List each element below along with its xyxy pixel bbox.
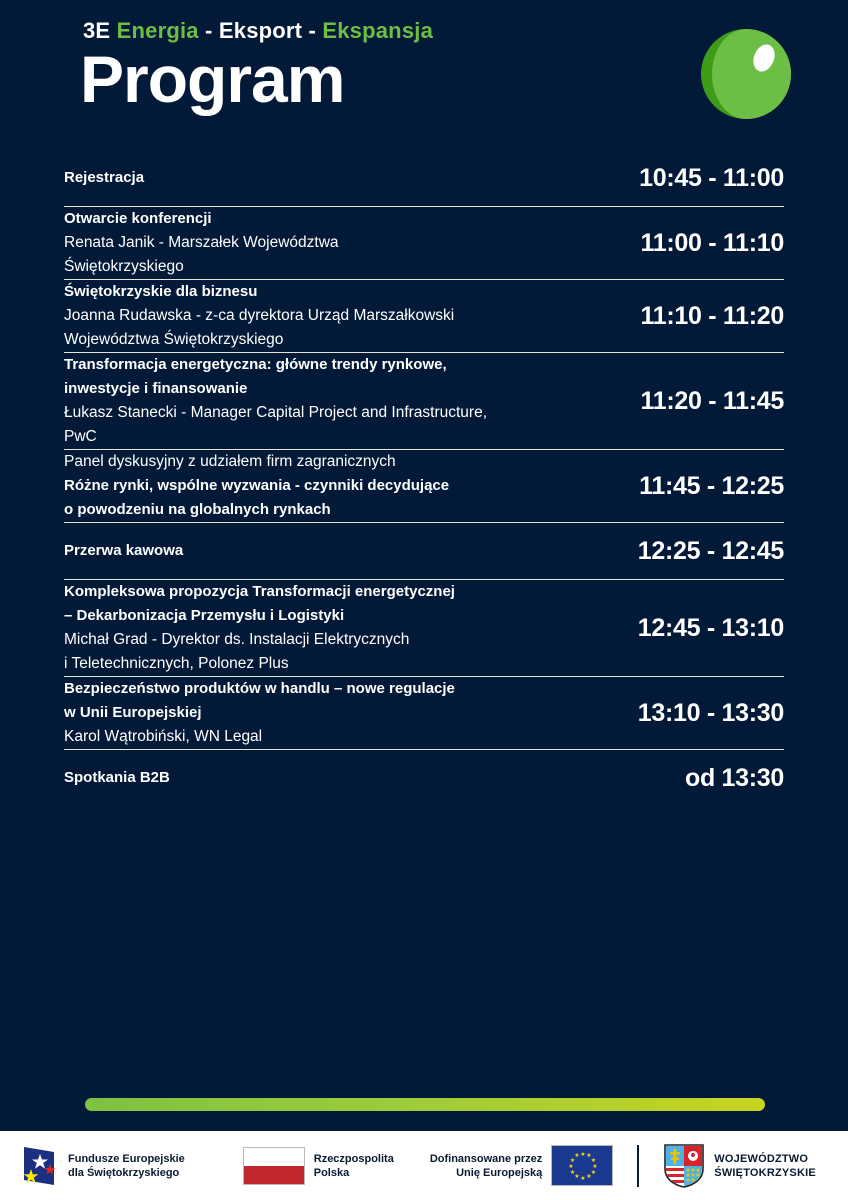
poster-header (0, 0, 848, 150)
program-row-description (64, 353, 596, 449)
rzeczpospolita-line-1: Rzeczpospolita (313, 1152, 394, 1165)
dofinansowanie-label (430, 1152, 542, 1180)
program-row (0, 280, 848, 352)
program-row-description (64, 539, 596, 563)
eu-star-icon: ★ (586, 1153, 592, 1160)
program-row-time: 13:10 - 13:30 (637, 698, 784, 727)
program-row-detail-line: Łukasz Stanecki - Manager Capital Project and Infrastructure, (64, 404, 488, 421)
funding-footer (0, 1131, 848, 1200)
program-row (0, 580, 848, 676)
program-row-time: od 13:30 (684, 763, 784, 792)
program-row-time: 11:20 - 11:45 (640, 386, 784, 415)
eu-star-icon: ★ (590, 1169, 597, 1176)
kicker-part-1: Energia (116, 18, 199, 43)
program-schedule (0, 150, 848, 806)
program-row-description (64, 766, 596, 790)
program-row (0, 750, 848, 806)
program-row-detail-line: Województwa Świętokrzyskiego (64, 331, 284, 348)
footer-dofinansowane-ue (430, 1145, 613, 1186)
program-row-time: 11:10 - 11:20 (640, 301, 784, 330)
program-row-description (64, 450, 596, 522)
program-row-detail-line: PwC (64, 428, 97, 445)
eu-star-icon: ★ (580, 1175, 586, 1182)
program-row-detail-line: Renata Janik - Marszałek Województwa (64, 234, 339, 251)
program-row (0, 207, 848, 279)
dofinansowanie-line-2: Unię Europejską (456, 1166, 543, 1179)
green-sphere-logo (700, 28, 792, 120)
program-row-title-line: – Dekarbonizacja Przemysłu i Logistyki (64, 607, 345, 624)
program-row (0, 677, 848, 749)
program-row-detail-line: Joanna Rudawska - z-ca dyrektora Urząd Marszałkowski (64, 307, 455, 324)
eu-star-icon: ★ (574, 1173, 580, 1180)
program-row-time: 12:45 - 13:10 (637, 613, 784, 642)
program-row-title-line: Spotkania B2B (64, 769, 170, 786)
program-row-title-line: Różne rynki, wspólne wyzwania - czynniki decydujące (64, 477, 450, 494)
footer-rzeczpospolita-polska (243, 1147, 394, 1185)
rzeczpospolita-line-2: Polska (313, 1166, 350, 1179)
kicker-part-5: Ekspansja (322, 18, 433, 43)
wojewodztwo-line-1: WOJEWÓDZTWO (714, 1152, 809, 1165)
footer-divider (637, 1145, 639, 1187)
program-row-time: 11:00 - 11:10 (640, 228, 784, 257)
program-row-title-line: Bezpieczeństwo produktów w handlu – nowe regulacje (64, 680, 455, 697)
eu-star-icon: ★ (568, 1163, 574, 1170)
program-row (0, 450, 848, 522)
event-kicker (83, 18, 433, 44)
eu-star-icon: ★ (592, 1163, 598, 1170)
eu-star-icon: ★ (574, 1153, 580, 1160)
program-row (0, 150, 848, 206)
program-row-detail-line: i Teletechnicznych, Polonez Plus (64, 655, 289, 672)
program-row (0, 523, 848, 579)
eu-star-icon: ★ (569, 1157, 576, 1164)
rzeczpospolita-label (314, 1152, 394, 1180)
kicker-part-4: - (308, 18, 317, 43)
program-row-time: 11:45 - 12:25 (639, 471, 784, 500)
program-row-time: 12:25 - 12:45 (637, 536, 784, 565)
program-row (0, 353, 848, 449)
wojewodztwo-label (714, 1152, 816, 1180)
flag-stripe-white (244, 1148, 304, 1166)
program-row-title-line: Transformacja energetyczna: główne trendy rynkowe, (64, 356, 447, 373)
program-row-title-line: Rejestracja (64, 169, 145, 186)
program-row-title-line: Otwarcie konferencji (64, 210, 212, 227)
eu-star-icon: ★ (590, 1157, 597, 1164)
footer-fundusze-europejskie (16, 1143, 185, 1189)
eu-flag-icon (551, 1145, 613, 1186)
program-row-description (64, 207, 596, 279)
kicker-part-3: Eksport (218, 18, 303, 43)
page-title: Program (80, 42, 345, 116)
program-row-detail-line: Świętokrzyskiego (64, 258, 184, 275)
program-row-title-line: Świętokrzyskie dla biznesu (64, 283, 258, 300)
kicker-part-0: 3E (83, 18, 111, 43)
eu-star-icon: ★ (569, 1169, 576, 1176)
fundusze-line-1: Fundusze Europejskie (68, 1152, 185, 1165)
eu-star-icon: ★ (586, 1173, 592, 1180)
program-row-time: 10:45 - 11:00 (639, 163, 784, 192)
footer-wojewodztwo-swietokrzyskie (663, 1143, 816, 1189)
fundusze-europejskie-label (68, 1152, 185, 1180)
flag-stripe-red (244, 1166, 304, 1184)
program-row-title-line: o powodzeniu na globalnych rynkach (64, 501, 331, 518)
fundusze-europejskie-logo (16, 1143, 60, 1189)
program-row-description (64, 677, 596, 749)
program-row-title-line: Kompleksowa propozycja Transformacji energetycznej (64, 583, 455, 600)
eu-star-icon: ★ (580, 1151, 586, 1158)
program-row-detail-line: Michał Grad - Dyrektor ds. Instalacji Elektrycznych (64, 631, 410, 648)
program-row-title-line: w Unii Europejskiej (64, 704, 202, 721)
wojewodztwo-line-2: ŚWIĘTOKRZYSKIE (714, 1166, 816, 1179)
program-row-description (64, 280, 596, 352)
program-row-title-line: inwestycje i finansowanie (64, 380, 248, 397)
program-row-detail-line: Karol Wątrobiński, WN Legal (64, 728, 263, 745)
green-accent-bar (85, 1098, 765, 1111)
program-row-detail-line: Panel dyskusyjny z udziałem firm zagranicznych (64, 453, 396, 470)
program-row-title-line: Przerwa kawowa (64, 542, 184, 559)
swietokrzyskie-coat-of-arms (663, 1143, 705, 1189)
dofinansowanie-line-1: Dofinansowane przez (429, 1152, 543, 1165)
program-row-description (64, 166, 596, 190)
poland-flag-icon (243, 1147, 305, 1185)
kicker-part-2: - (205, 18, 213, 43)
fundusze-line-2: dla Świętokrzyskiego (68, 1166, 180, 1179)
program-row-description (64, 580, 596, 676)
